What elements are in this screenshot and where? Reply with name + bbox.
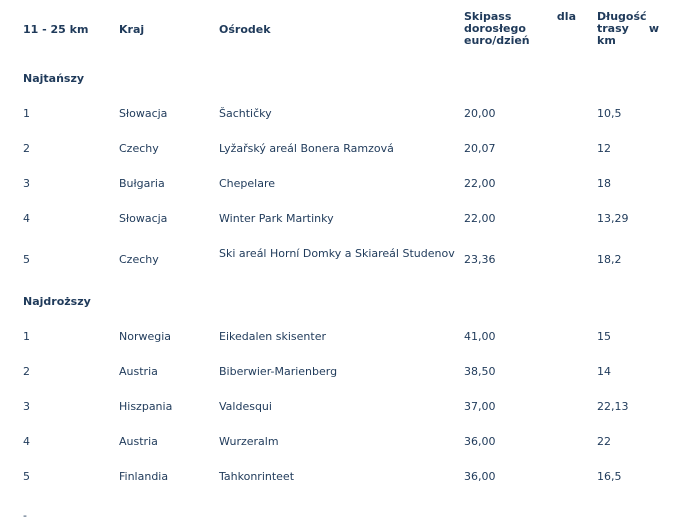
length-cell: 15 bbox=[597, 330, 611, 343]
resort-cell: Chepelare bbox=[219, 177, 276, 190]
table-row bbox=[0, 247, 684, 275]
length-cell: 10,5 bbox=[597, 107, 622, 120]
country-cell: Czechy bbox=[119, 142, 159, 155]
price-cell: 20,00 bbox=[464, 107, 496, 120]
price-cell: 36,00 bbox=[464, 470, 496, 483]
rank-cell: 1 bbox=[23, 330, 30, 343]
price-cell: 38,50 bbox=[464, 365, 496, 378]
length-cell: 18 bbox=[597, 177, 611, 190]
header-distance: 11 - 25 km bbox=[23, 23, 89, 36]
rank-cell: 5 bbox=[23, 253, 30, 266]
rank-cell: 2 bbox=[23, 142, 30, 155]
table-row bbox=[0, 400, 684, 414]
table-row bbox=[0, 177, 684, 191]
header-resort: Ośrodek bbox=[219, 23, 271, 36]
country-cell: Bułgaria bbox=[119, 177, 165, 190]
country-cell: Austria bbox=[119, 365, 158, 378]
price-cell: 20,07 bbox=[464, 142, 496, 155]
price-cell: 22,00 bbox=[464, 212, 496, 225]
table-row bbox=[0, 212, 684, 226]
length-cell: 22,13 bbox=[597, 400, 629, 413]
length-cell: 13,29 bbox=[597, 212, 629, 225]
rank-cell: 2 bbox=[23, 365, 30, 378]
table-row bbox=[0, 365, 684, 379]
resort-cell: Tahkonrinteet bbox=[219, 470, 295, 483]
rank-cell: 1 bbox=[23, 107, 30, 120]
country-cell: Czechy bbox=[119, 253, 159, 266]
resort-cell: Lyžařský areál Bonera Ramzová bbox=[219, 142, 394, 155]
price-cell: 36,00 bbox=[464, 435, 496, 448]
price-cell: 37,00 bbox=[464, 400, 496, 413]
price-cell: 22,00 bbox=[464, 177, 496, 190]
length-cell: 16,5 bbox=[597, 470, 622, 483]
rank-cell: 4 bbox=[23, 435, 30, 448]
table-row bbox=[0, 330, 684, 344]
table-row bbox=[0, 142, 684, 156]
price-cell: 23,36 bbox=[464, 253, 496, 266]
header-skipass-price: Skipass dla dorosłego euro/dzień bbox=[464, 10, 576, 47]
rank-cell: 3 bbox=[23, 400, 30, 413]
resort-cell: Eikedalen skisenter bbox=[219, 330, 326, 343]
resort-cell: Winter Park Martinky bbox=[219, 212, 334, 225]
length-cell: 18,2 bbox=[597, 253, 622, 266]
country-cell: Hiszpania bbox=[119, 400, 173, 413]
table-row bbox=[0, 470, 684, 484]
length-cell: 22 bbox=[597, 435, 611, 448]
rank-cell: 4 bbox=[23, 212, 30, 225]
resort-cell: Ski areál Horní Domky a Skiareál Studenov bbox=[219, 247, 455, 260]
resort-cell: Biberwier-Marienberg bbox=[219, 365, 338, 378]
rank-cell: 3 bbox=[23, 177, 30, 190]
group-title-cheapest: Najtańszy bbox=[23, 72, 85, 85]
country-cell: Finlandia bbox=[119, 470, 169, 483]
country-cell: Norwegia bbox=[119, 330, 172, 343]
country-cell: Słowacja bbox=[119, 212, 168, 225]
footer-mark: - bbox=[23, 509, 27, 522]
table-row bbox=[0, 435, 684, 449]
length-cell: 12 bbox=[597, 142, 611, 155]
group-title-most-expensive: Najdroższy bbox=[23, 295, 91, 308]
country-cell: Słowacja bbox=[119, 107, 168, 120]
price-cell: 41,00 bbox=[464, 330, 496, 343]
table-row bbox=[0, 107, 684, 121]
resort-cell: Šachtičky bbox=[219, 107, 272, 120]
header-track-length: Długość trasy w km bbox=[597, 10, 659, 47]
header-country: Kraj bbox=[119, 23, 145, 36]
resort-cell: Valdesqui bbox=[219, 400, 272, 413]
country-cell: Austria bbox=[119, 435, 158, 448]
length-cell: 14 bbox=[597, 365, 611, 378]
resort-cell: Wurzeralm bbox=[219, 435, 279, 448]
rank-cell: 5 bbox=[23, 470, 30, 483]
